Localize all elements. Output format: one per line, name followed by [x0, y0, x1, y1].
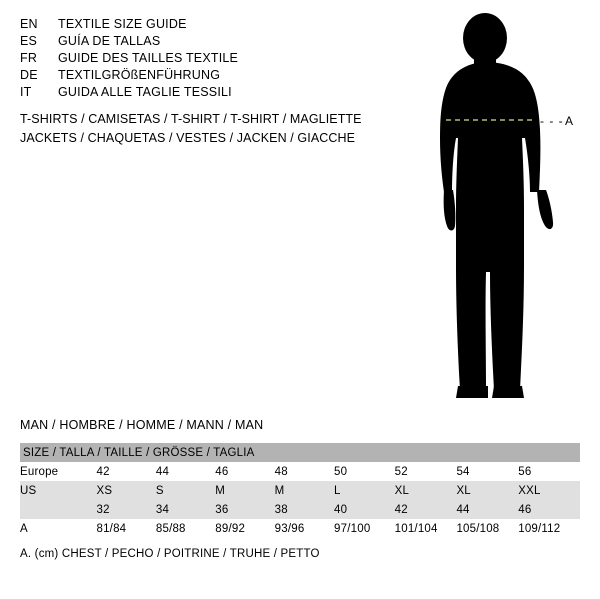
table-header-label: SIZE / TALLA / TAILLE / GRÖSSE / TAGLIA	[23, 446, 255, 459]
cell: 48	[274, 465, 288, 478]
cell: M	[215, 484, 226, 497]
cell: 42	[96, 465, 110, 478]
table-header-row	[20, 443, 580, 462]
language-text: TEXTILGRÖßENFÜHRUNG	[58, 68, 221, 82]
cell: 105/108	[456, 522, 500, 535]
table-row	[20, 500, 580, 519]
language-text: GUÍA DE TALLAS	[58, 34, 161, 48]
table-row	[20, 462, 580, 481]
category-line-jackets: JACKETS / CHAQUETAS / VESTES / JACKEN / GIACCHE	[20, 131, 356, 145]
cell: 34	[155, 503, 170, 516]
cell: L	[334, 484, 341, 497]
cell: XS	[96, 484, 113, 497]
category-line-tshirts: T-SHIRTS / CAMISETAS / T-SHIRT / T-SHIRT / MAGLIETTE	[20, 112, 362, 126]
language-row	[20, 33, 350, 50]
cell: XL	[456, 484, 471, 497]
table-row	[20, 519, 580, 538]
cell: 46	[215, 465, 229, 478]
row-label: Europe	[20, 465, 59, 478]
category-list	[20, 110, 380, 148]
male-silhouette-figure	[400, 10, 590, 400]
cell: 38	[274, 503, 288, 516]
row-label: A	[20, 522, 28, 535]
table-row	[20, 481, 580, 500]
language-code: EN	[20, 17, 38, 31]
cell: 109/112	[518, 522, 561, 535]
language-text: GUIDA ALLE TAGLIE TESSILI	[58, 85, 232, 99]
cell: 89/92	[215, 522, 246, 535]
cell: S	[155, 484, 164, 497]
cell: 50	[334, 465, 348, 478]
cell: 40	[334, 503, 348, 516]
cell: XL	[394, 484, 410, 497]
language-row	[20, 50, 350, 67]
cell: 46	[518, 503, 532, 516]
language-text: TEXTILE SIZE GUIDE	[58, 17, 187, 31]
cell: 54	[456, 465, 470, 478]
cell: 32	[96, 503, 110, 516]
cell: M	[274, 484, 285, 497]
cell: 36	[215, 503, 229, 516]
cell: 44	[456, 503, 470, 516]
footnote: A. (cm) CHEST / PECHO / POITRINE / TRUHE / PETTO	[20, 548, 320, 560]
cell: 97/100	[334, 522, 371, 535]
language-list	[20, 16, 350, 101]
table-title: MAN / HOMBRE / HOMME / MANN / MAN	[20, 418, 264, 432]
language-row	[20, 16, 350, 33]
cell: 81/84	[96, 522, 127, 535]
cell: 101/104	[394, 522, 438, 535]
cell: XXL	[518, 484, 541, 497]
language-code: DE	[20, 68, 38, 82]
cell: 42	[394, 503, 408, 516]
silhouette-svg	[400, 10, 590, 400]
language-code: IT	[20, 85, 32, 99]
cell: 56	[518, 465, 532, 478]
cell: 93/96	[274, 522, 305, 535]
cell: 85/88	[155, 522, 186, 535]
language-text: GUIDE DES TAILLES TEXTILE	[58, 51, 239, 65]
language-row	[20, 67, 350, 84]
cell: 52	[394, 465, 408, 478]
cell: 44	[155, 465, 170, 478]
language-code: FR	[20, 51, 38, 65]
language-code: ES	[20, 34, 38, 48]
callout-leader: - - -	[540, 114, 564, 128]
size-table	[20, 443, 580, 538]
row-label	[20, 500, 96, 519]
language-row	[20, 84, 350, 101]
callout-label-a: A	[565, 114, 574, 128]
row-label: US	[20, 484, 37, 497]
